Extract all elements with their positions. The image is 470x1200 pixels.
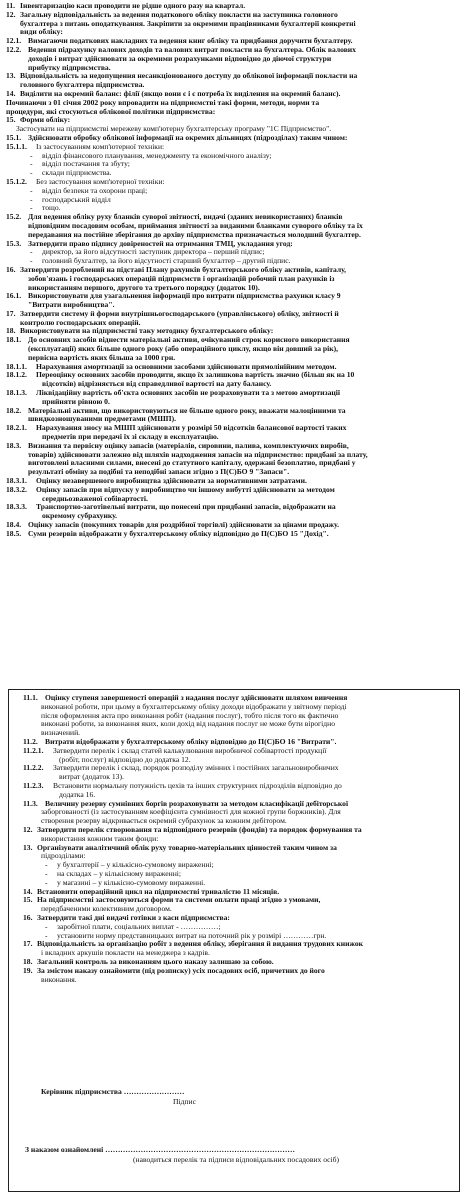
- numbered-paragraph: [6, 240, 466, 249]
- list-dash: -: [30, 169, 33, 178]
- paragraph-text: на складах – у кількісному вираженні;: [57, 869, 181, 878]
- paragraph-text: господарський відділ: [42, 195, 111, 204]
- numbered-paragraph: [23, 914, 449, 923]
- paragraph-text: Виділити на окремий баланс: філії (якщо вони є і є потреба їх виділення на окремий баланс).: [20, 89, 341, 98]
- paragraph-text: Суми резервів відображати у бухгалтерському обліку відповідно до П(С)БО 15 "Дохід".: [28, 529, 329, 538]
- paragraph-text: доходів і витрат здійснювати за окремими розрахунками відповідно до діючої структури: [28, 54, 332, 63]
- paragraph-text: прийняти рівною 0.: [42, 397, 110, 406]
- paragraph-text: установити норму представницьких витрат на поточний рік у розмірі …………грн.: [57, 931, 327, 940]
- numbered-paragraph: [6, 530, 466, 539]
- list-item: [6, 169, 466, 178]
- paragraph-number: 19.: [23, 966, 33, 975]
- paragraph-text: Вимагаючи податкових накладних та ведення книг обліку та придбання доручити бухгалтеру.: [28, 37, 353, 46]
- list-dash: -: [30, 257, 33, 266]
- paragraph-text: (експлуатації) яких більше одного року (або операційного циклу, якщо він довший за рік),: [28, 345, 339, 354]
- numbered-paragraph: [6, 143, 466, 152]
- paragraph-text: До основних засобів віднести матеріальні активи, очікуваний строк корисного використання: [28, 336, 350, 345]
- paragraph-number: 15.: [6, 116, 16, 125]
- paragraph-text: Починаючи з 01 січня 2002 року впровадити на підприємстві такі форми, методи, норми та: [6, 98, 320, 107]
- paragraph-text: швидкозношуваними предметами (МШП).: [28, 415, 177, 424]
- paragraph-text: виготовлені власними силами, внесені до статутного капіталу, одержані безоплатно, придбані у: [28, 459, 356, 468]
- numbered-paragraph: [6, 327, 466, 336]
- numbered-paragraph: [6, 266, 466, 275]
- numbered-paragraph: [6, 116, 466, 125]
- paragraph-text: Загальний контроль за виконанням цього наказу залишаю за собою.: [37, 957, 274, 966]
- paragraph-text: передбаченими колективним договором.: [41, 905, 172, 914]
- numbered-paragraph: [6, 37, 466, 46]
- paragraph-text: Встановити нормальну потужність цехів та інших структурних підрозділів відповідно до: [53, 781, 342, 790]
- paragraph-text: директор, за його відсутності заступник директора – перший підпис;: [42, 248, 265, 257]
- list-dash: -: [45, 861, 48, 870]
- paragraph-line: [23, 703, 449, 712]
- numbered-paragraph: [6, 477, 466, 486]
- numbered-paragraph: [6, 178, 466, 187]
- paragraph-number: 13.: [6, 72, 16, 81]
- paragraph-text: Визнання та первісну оцінку запасів (матеріалів, сировини, палива, комплектуючих виробів,: [28, 441, 349, 450]
- paragraph-text: Затвердити розроблений на підставі Плану рахунків бухгалтерського обліку активів, капіталу,: [20, 265, 347, 274]
- paragraph-number: 15.: [23, 896, 33, 905]
- paragraph-text: Здійснювати обробку облікової інформації на окремих дільницях (підрозділах) таким чином:: [28, 133, 348, 142]
- paragraph-line: [6, 222, 466, 231]
- list-dash: -: [45, 869, 48, 878]
- paragraph-line: [6, 415, 466, 424]
- list-item: [6, 257, 466, 266]
- paragraph-number: 18.2.: [6, 406, 22, 415]
- paragraph-number: 18.5.: [6, 529, 22, 538]
- list-dash: -: [30, 204, 33, 213]
- paragraph-text: Застосувати на підприємстві мережеву комп'ютерну бухгалтерську програму "1С Підприємство".: [16, 125, 332, 134]
- paragraph-number: 18.: [6, 327, 16, 336]
- paragraph-number: 18.: [23, 957, 33, 966]
- paragraph-text: процедури, які стосуються облікової політики підприємства:: [6, 107, 216, 116]
- numbered-paragraph: [23, 826, 449, 835]
- paragraph-text: прибутку підприємства.: [28, 63, 111, 72]
- paragraph-line: [6, 275, 466, 284]
- paragraph-text: бухгалтера з питань оподаткування. Закріпити за окремими працівниками бухгалтерії конкретні: [20, 19, 356, 28]
- paragraph-number: 16.: [6, 265, 16, 274]
- paragraph-line: [6, 20, 466, 29]
- numbered-paragraph: [6, 310, 466, 319]
- paragraph-text: виконаної роботи, при цьому в бухгалтерському обліку доходи відображати у звітному періоді: [41, 702, 347, 711]
- list-item: [23, 861, 449, 870]
- paragraph-text: використання кожним таким фонди:: [41, 834, 159, 843]
- paragraph-line: [6, 284, 466, 293]
- paragraph-line: [6, 301, 466, 310]
- paragraph-line: [23, 976, 449, 985]
- paragraph-text: тощо.: [42, 204, 61, 213]
- paragraph-number: 11.2.3.: [23, 781, 44, 790]
- paragraph-text: Для ведення обліку руху бланків суворої звітності, видачі (зданих невикористаних) бланків: [28, 213, 343, 222]
- paragraph-text: Використовувати для узагальнення інформації про витрати підприємства рахунки класу 9: [28, 292, 341, 301]
- paragraph-line: [23, 720, 449, 729]
- paragraph-text: відсотків) відрізняється від справедливої вартості на дату балансу.: [42, 380, 272, 389]
- paragraph-number: 11.3.: [23, 799, 38, 808]
- paragraph-number: 11.2.2.: [23, 764, 44, 773]
- list-item: [6, 248, 466, 257]
- paragraph-text: визначений.: [41, 729, 81, 738]
- numbered-paragraph: [6, 486, 466, 495]
- paragraph-text: Нарахування амортизації за основними засобами здійснювати прямолінійним методом.: [36, 362, 337, 371]
- acquainted-line: З наказом ознайомлені …………………………………………………………………: [25, 1146, 295, 1154]
- list-item: [23, 870, 449, 879]
- paragraph-number: 15.1.2.: [6, 177, 27, 186]
- paragraph-text: Затвердити перелік і склад, порядок розподілу змінних і постійних загальновиробничих: [53, 764, 339, 773]
- numbered-paragraph: [6, 213, 466, 222]
- paragraph-number: 18.1.1.: [6, 362, 27, 371]
- paragraph-text: додатка 16.: [59, 790, 96, 799]
- paragraph-text: використанням першого, другого та третього порядку (додаток 10).: [28, 283, 260, 292]
- paragraph-line: [6, 459, 466, 468]
- paragraph-line: [6, 55, 466, 64]
- paragraph-text: Затвердити перелік і склад статей калькулювання виробничої собівартості продукції: [53, 746, 327, 755]
- paragraph-text: товарів) здійснювати залежно від шляхів надходження запасів на підприємство: придбані за плату,: [28, 450, 368, 459]
- paragraph-text: Затвердити такі дні видачі готівки з каси підприємства:: [37, 913, 230, 922]
- page-2-text: [23, 694, 449, 984]
- numbered-paragraph: [6, 363, 466, 372]
- list-dash: -: [30, 248, 33, 257]
- paragraph-text: Без застосування комп'ютерної техніки:: [36, 177, 165, 186]
- paragraph-line: [23, 773, 449, 782]
- numbered-paragraph: [6, 521, 466, 530]
- list-item: [23, 923, 449, 932]
- numbered-paragraph: [6, 90, 466, 99]
- paragraph-text: На підприємстві застосовуються форми та системи оплати праці згідно з умовами,: [37, 896, 321, 905]
- paragraph-number: 18.3.2.: [6, 485, 27, 494]
- paragraph-text: За змістом наказу ознайомити (під розписку) усіх посадових осіб, причетних до його: [37, 966, 325, 975]
- numbered-paragraph: [6, 336, 466, 345]
- paragraph-line: [6, 108, 466, 117]
- numbered-paragraph: [6, 503, 466, 512]
- paragraph-text: зобов'язань і господарських операцій підприємств і організацій робочий план рахунків із: [28, 274, 335, 283]
- paragraph-text: окремому субрахунку.: [42, 512, 118, 521]
- acquainted-note: (наводиться перелік та підписи відповідальних посадових осіб): [133, 1156, 340, 1164]
- paragraph-line: [6, 380, 466, 389]
- paragraph-text: Із застосуванням комп'ютерної техніки:: [36, 142, 165, 151]
- numbered-paragraph: [6, 442, 466, 451]
- paragraph-text: Оцінку запасів (покупних товарів для роздрібної торгівлі) здійснювати за цінами продажу.: [28, 521, 339, 530]
- document-page-2: [0, 685, 470, 1200]
- paragraph-text: Відповідальність за недопущення несанкціонованого доступу до облікової інформації покласти на: [20, 72, 358, 81]
- paragraph-text: Витрати відображати у бухгалтерському обліку відповідно до П(С)БО 16 "Витрати".: [45, 737, 337, 746]
- paragraph-number: 16.: [23, 913, 33, 922]
- paragraph-line: [6, 28, 466, 37]
- paragraph-number: 18.4.: [6, 521, 22, 530]
- paragraph-line: [6, 319, 466, 328]
- paragraph-text: контролю господарських операцій.: [20, 318, 141, 327]
- paragraph-number: 14.: [6, 89, 16, 98]
- paragraph-text: Матеріальні активи, що використовуються не більше одного року, вважати малоцінними та: [28, 406, 346, 415]
- list-item: [23, 879, 449, 888]
- numbered-paragraph: [23, 958, 449, 967]
- numbered-paragraph: [23, 896, 449, 905]
- paragraph-number: 12.: [6, 10, 16, 19]
- paragraph-number: 17.: [6, 309, 16, 318]
- numbered-paragraph: [23, 940, 449, 949]
- paragraph-text: первісна вартість яких більша за 1000 грн.: [28, 353, 176, 362]
- numbered-paragraph: [23, 738, 449, 747]
- paragraph-text: Встановити операційний цикл на підприємстві тривалістю 11 місяців.: [37, 887, 280, 896]
- paragraph-text: Загальну відповідальність за ведення податкового обліку покласти на заступника головного: [20, 10, 338, 19]
- numbered-paragraph: [23, 694, 449, 703]
- paragraph-number: 18.3.: [6, 441, 22, 450]
- paragraph-text: (робіт, послуг) відповідно до додатка 12.: [59, 755, 191, 764]
- paragraph-text: у бухгалтерії – у кількісно-сумовому вираженні;: [57, 861, 214, 870]
- director-signature-line: Керівник підприємства ……………………: [41, 1088, 185, 1096]
- list-item: [6, 187, 466, 196]
- numbered-paragraph: [23, 888, 449, 897]
- paragraph-text: результаті обміну за подібні та неподібні запаси згідно з П(С)БО 9 "Запаси".: [28, 468, 290, 477]
- paragraph-number: 11.2.1.: [23, 746, 44, 755]
- paragraph-number: 11.: [6, 2, 16, 10]
- numbered-paragraph: [6, 371, 466, 380]
- list-dash: -: [30, 195, 33, 204]
- list-item: [6, 196, 466, 205]
- paragraph-text: передавання на постійне зберігання до архіву підприємства призначається молодший бухгалтер.: [28, 230, 361, 239]
- numbered-paragraph: [23, 844, 449, 853]
- paragraph-text: види обліку:: [20, 28, 63, 37]
- numbered-paragraph: [23, 764, 449, 773]
- paragraph-line: [6, 468, 466, 477]
- list-dash: -: [45, 878, 48, 887]
- numbered-paragraph: [6, 407, 466, 416]
- paragraph-number: 14.: [23, 887, 33, 896]
- paragraph-text: заробітної плати, соціальних виплат - ……………;: [57, 922, 221, 931]
- paragraph-text: Переоцінку основних засобів проводити, якщо їх залишкова вартість значно (більш як на 10: [36, 371, 355, 380]
- paragraph-number: 18.1.2.: [6, 371, 27, 380]
- paragraph-text: підрозділами:: [41, 852, 86, 861]
- paragraph-text: відділ безпеки та охорони праці;: [42, 186, 148, 195]
- paragraph-number: 13.: [23, 843, 33, 852]
- paragraph-text: виконані роботи, за виконання яких, коли дохід від надання послуг не може бути вірогідно: [41, 720, 336, 729]
- paragraph-text: Інвентаризацію каси проводити не рідше одного разу на квартал.: [20, 2, 246, 10]
- paragraph-line: [23, 852, 449, 861]
- paragraph-line: [6, 512, 466, 521]
- paragraph-text: Оцінку незавершеного виробництва здійснювати за нормативними затратами.: [36, 477, 307, 486]
- list-item: [23, 932, 449, 941]
- paragraph-number: 15.2.: [6, 213, 22, 222]
- paragraph-text: головного бухгалтера підприємства.: [20, 81, 145, 90]
- paragraph-text: Організувати аналітичний облік руху товарно-матеріальних цінностей таким чином за: [37, 843, 337, 852]
- numbered-paragraph: [23, 967, 449, 976]
- paragraph-number: 12.2.: [6, 45, 22, 54]
- paragraph-line: [23, 808, 449, 817]
- paragraph-text: предметів при передачі їх зі складу в експлуатацію.: [42, 433, 219, 442]
- numbered-paragraph: [23, 782, 449, 791]
- paragraph-line: [6, 125, 466, 134]
- paragraph-line: [23, 817, 449, 826]
- paragraph-number: 18.1.3.: [6, 389, 27, 398]
- paragraph-text: і вкладних аркушів покласти на менеджера з кадрів.: [41, 949, 210, 958]
- paragraph-line: [23, 949, 449, 958]
- paragraph-number: 15.1.1.: [6, 142, 27, 151]
- paragraph-text: склади підприємства.: [42, 169, 112, 178]
- paragraph-text: головний бухгалтер, за його відсутності старший бухгалтер – другий підпис.: [42, 257, 291, 266]
- paragraph-line: [6, 354, 466, 363]
- paragraph-number: 17.: [23, 940, 33, 949]
- page-1-text: [6, 2, 466, 539]
- paragraph-line: [6, 451, 466, 460]
- paragraph-line: [6, 495, 466, 504]
- numbered-paragraph: [6, 292, 466, 301]
- list-item: [6, 152, 466, 161]
- paragraph-text: у магазині – у кількісно-сумовому вираженні.: [57, 878, 206, 887]
- paragraph-line: [6, 345, 466, 354]
- numbered-paragraph: [6, 46, 466, 55]
- paragraph-text: заборгованості (із застосуванням коефіцієнта сумнівності для кожної групи боржників). Для: [41, 808, 341, 817]
- paragraph-text: середньозваженої собівартості.: [42, 494, 148, 503]
- numbered-paragraph: [6, 424, 466, 433]
- list-item: [6, 204, 466, 213]
- paragraph-number: 15.1.: [6, 133, 22, 142]
- document-frame: [8, 689, 460, 1192]
- paragraph-line: [6, 398, 466, 407]
- paragraph-text: відділ постачання та збуту;: [42, 160, 130, 169]
- paragraph-number: 11.2.: [23, 737, 38, 746]
- paragraph-text: Відповідальність за організацію робіт з ведення обліку, зберігання й видання трудових книжок: [37, 940, 364, 949]
- list-dash: -: [30, 186, 33, 195]
- paragraph-text: Використовувати на підприємстві таку методику бухгалтерського обліку:: [20, 327, 274, 336]
- list-dash: -: [30, 151, 33, 160]
- list-dash: -: [30, 160, 33, 169]
- paragraph-text: Нарахування зносу на МШП здійснювати у розмірі 50 відсотків балансової вартості таких: [36, 424, 347, 433]
- paragraph-number: 18.3.1.: [6, 477, 27, 486]
- list-item: [6, 160, 466, 169]
- paragraph-text: Ліквідаційну вартість об'єкта основних засобів не розраховувати та з метою амортизації: [36, 389, 340, 398]
- numbered-paragraph: [6, 11, 466, 20]
- paragraph-text: Величину резерву сумнівних боргів розраховувати за методом класифікації дебіторської: [45, 799, 349, 808]
- paragraph-text: після оформлення акта про виконання робіт (надання послуг), тобто після того як фактично: [41, 711, 339, 720]
- paragraph-text: Транспортно-заготівельні витрати, що понесені при придбанні запасів, відображати на: [36, 503, 336, 512]
- paragraph-line: [23, 712, 449, 721]
- paragraph-line: [6, 64, 466, 73]
- paragraph-line: [23, 756, 449, 765]
- list-dash: -: [45, 922, 48, 931]
- paragraph-number: 18.1.: [6, 336, 22, 345]
- paragraph-line: [6, 231, 466, 240]
- paragraph-line: [23, 729, 449, 738]
- paragraph-line: [23, 835, 449, 844]
- paragraph-text: Затвердити перелік створювання та відповідного резервів (фондів) та порядок формування та: [37, 825, 362, 834]
- paragraph-text: Оцінку запасів при відпуску у виробництво чи іншому вибутті здійснювати за методом: [36, 485, 335, 494]
- paragraph-line: [6, 433, 466, 442]
- paragraph-number: 15.3.: [6, 239, 22, 248]
- paragraph-line: [23, 905, 449, 914]
- paragraph-line: [6, 99, 466, 108]
- numbered-paragraph: [6, 389, 466, 398]
- paragraph-text: Форми обліку:: [20, 116, 71, 125]
- numbered-paragraph: [6, 2, 466, 11]
- paragraph-number: 12.1.: [6, 37, 22, 46]
- signature-caption: Підпис: [173, 1098, 196, 1106]
- paragraph-number: 12.: [23, 825, 33, 834]
- paragraph-text: Ведення підрахунку валових доходів та валових витрат покласти на бухгалтера. Облік валових: [28, 45, 356, 54]
- paragraph-number: 18.2.1.: [6, 424, 27, 433]
- list-dash: -: [45, 931, 48, 940]
- paragraph-text: Затвердити право підпису довіреностей на отримання ТМЦ, укладання угод:: [28, 239, 293, 248]
- paragraph-number: 18.3.3.: [6, 503, 27, 512]
- paragraph-text: витрат (додаток 13).: [59, 773, 124, 782]
- paragraph-text: відповідним посадовим особам, приймання звітності за виданими бланками суворого обліку та їх: [28, 221, 363, 230]
- paragraph-text: відділ фінансового планування, менеджменту та економічного аналізу;: [42, 151, 272, 160]
- paragraph-line: [23, 791, 449, 800]
- paragraph-text: виконання.: [41, 975, 77, 984]
- paragraph-line: [6, 81, 466, 90]
- numbered-paragraph: [23, 747, 449, 756]
- paragraph-number: 11.1.: [23, 694, 38, 702]
- paragraph-text: "Витрати виробництва".: [28, 301, 115, 310]
- numbered-paragraph: [23, 800, 449, 809]
- numbered-paragraph: [6, 72, 466, 81]
- numbered-paragraph: [6, 134, 466, 143]
- paragraph-text: Затвердити систему й форми внутрішньогосподарського (управлінського) обліку, звітності й: [20, 309, 339, 318]
- paragraph-text: створення резерву відкривається окремий субрахунок за кожним дебітором.: [41, 817, 287, 826]
- paragraph-number: 16.1.: [6, 292, 22, 301]
- paragraph-text: Оцінку ступеня завершеності операцій з надання послуг здійснювати шляхом вивчення: [45, 694, 348, 702]
